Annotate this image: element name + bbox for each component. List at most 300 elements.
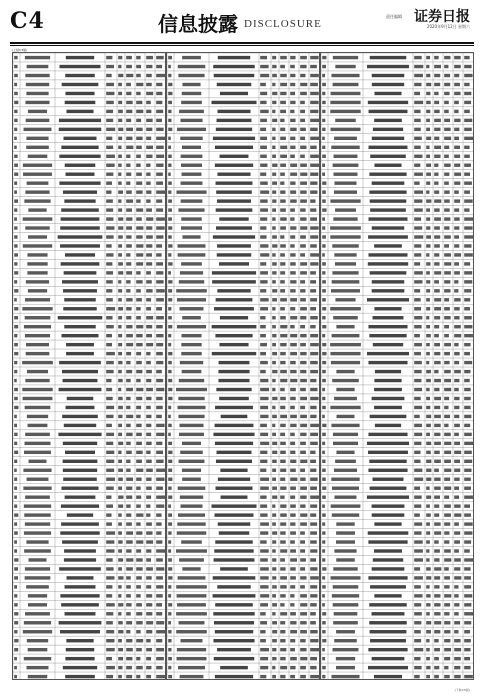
table-cell-text [454,585,458,588]
table-cell-text [280,612,287,615]
table-cell-text [300,415,307,418]
table-cell-text [336,325,354,328]
table-cell-text [414,657,420,660]
table-cell-text [280,361,285,364]
table-cell-text [63,442,97,445]
table-cell-text [213,137,255,140]
table-cell-text [272,648,276,651]
table-cell-text [300,316,306,319]
table-cell-text [322,253,325,256]
table-cell-text [464,370,470,373]
table-cell-text [260,603,268,606]
table-cell-text [146,164,150,167]
table-cell-text [464,271,472,274]
table-cell-text [322,612,326,615]
table-cell-text [444,540,449,543]
table-cell-text [310,486,317,489]
table-cell-text [168,486,171,489]
table-cell-text [179,460,205,463]
table-cell-text [219,361,250,364]
table-cell-text [126,92,131,95]
table-cell-text [176,289,207,292]
table-cell-text [179,621,205,624]
table-cell-text [260,253,269,256]
table-cell-text [454,110,458,113]
table-cell-text [118,226,123,229]
table-cell-text [14,352,18,355]
table-cell-text [272,433,276,436]
table-cell-text [211,101,256,104]
table-cell-text [106,101,114,104]
table-cell-text [118,585,121,588]
table-cell-text [136,531,142,534]
table-cell-text [179,558,204,561]
table-cell-text [414,199,422,202]
table-cell-text [118,388,121,391]
table-cell-text [444,388,451,391]
table-cell-text [434,460,441,463]
table-cell-text [290,56,295,59]
table-cell-text [156,639,162,642]
table-cell-text [290,271,296,274]
table-cell-text [136,522,140,525]
table-cell-text [219,343,248,346]
table-cell-text [60,244,100,247]
table-cell-text [334,469,357,472]
table-cell-text [280,531,285,534]
table-cell-text [182,92,202,95]
table-cell-text [300,74,305,77]
table-cell-text [136,280,142,283]
table-cell-text [136,478,141,481]
table-cell-text [168,298,172,301]
table-cell-text [454,146,460,149]
table-cell-text [168,280,172,283]
table-cell-text [333,442,358,445]
table-cell-text [136,289,141,292]
table-cell-text [272,172,276,175]
table-cell-text [464,415,471,418]
table-cell-text [373,316,404,319]
table-cell-text [146,271,151,274]
table-cell-text [464,406,470,409]
table-cell-text [414,92,420,95]
table-cell-text [464,424,470,427]
table-cell-text [464,433,472,436]
table-cell-text [290,334,297,337]
table-cell-text [300,675,306,678]
table-cell-text [426,253,429,256]
table-cell-text [290,442,295,445]
table-cell-text [454,567,460,570]
table-cell-text [332,334,360,337]
table-cell-text [369,334,406,337]
table-cell-text [332,271,358,274]
table-cell-text [444,56,450,59]
table-cell-text [444,146,449,149]
table-cell-text [426,558,429,561]
table-cell-text [136,612,142,615]
table-cell-text [444,226,449,229]
table-cell-text [168,325,172,328]
table-cell-text [168,137,171,140]
table-cell-text [333,621,358,624]
newspaper-masthead: 证券日报 [414,9,470,25]
table-cell-text [290,352,297,355]
table-cell-text [126,65,132,68]
table-cell-text [146,424,151,427]
table-cell-text [272,244,277,247]
table-cell-text [426,137,431,140]
table-cell-text [260,298,268,301]
table-cell-text [220,666,248,669]
table-cell-text [219,262,249,265]
table-cell-text [300,621,306,624]
table-cell-text [454,531,460,534]
table-cell-text [126,74,133,77]
table-cell-text [272,101,276,104]
table-cell-text [106,343,112,346]
table-cell-text [272,621,277,624]
table-cell-text [146,217,153,220]
table-cell-text [426,612,430,615]
table-cell-text [136,226,143,229]
table-cell-text [118,253,122,256]
table-cell-text [260,486,269,489]
table-cell-text [260,271,268,274]
table-cell-text [464,199,472,202]
table-cell-text [65,74,95,77]
table-cell-text [168,146,171,149]
table-cell-text [464,334,473,337]
table-cell-text [156,217,165,220]
table-cell-text [14,280,17,283]
table-cell-text [23,217,53,220]
table-cell-text [136,415,140,418]
table-cell-text [64,558,96,561]
table-cell-text [60,226,100,229]
table-cell-text [310,316,318,319]
table-cell-text [414,442,421,445]
table-cell-text [454,74,459,77]
table-cell-text [260,504,267,507]
table-cell-text [322,621,325,624]
table-cell-text [444,83,450,86]
table-cell-text [58,433,101,436]
table-cell-text [181,217,201,220]
table-cell-text [454,280,458,283]
table-cell-text [290,639,295,642]
table-cell-text [444,415,450,418]
table-cell-text [444,630,450,633]
table-cell-text [434,56,438,59]
table-cell-text [65,101,96,104]
table-cell-text [146,451,150,454]
table-cell-text [426,352,430,355]
table-cell-text [434,172,438,175]
table-cell-text [156,433,164,436]
table-cell-text [136,469,143,472]
table-cell-text [426,101,430,104]
table-cell-text [260,478,269,481]
table-cell-text [14,406,18,409]
table-cell-text [23,172,52,175]
table-cell-text [28,648,48,651]
table-cell-text [146,630,152,633]
table-cell-text [434,352,440,355]
table-cell-text [136,128,142,131]
table-cell-text [372,181,405,184]
table-cell-text [136,352,141,355]
table-cell-text [106,469,114,472]
table-cell-text [260,137,267,140]
table-cell-text [322,648,325,651]
table-cell-text [464,172,470,175]
table-cell-text [300,666,306,669]
table-cell-text [146,262,152,265]
table-cell-text [146,495,151,498]
table-cell-text [374,379,401,382]
table-cell-text [300,495,306,498]
table-cell-text [26,146,49,149]
table-cell-text [454,513,461,516]
table-cell-text [272,74,277,77]
table-cell-text [454,164,460,167]
table-cell-text [146,181,150,184]
table-cell-text [106,164,114,167]
table-cell-text [444,74,450,77]
table-cell-text [260,594,269,597]
table-cell-text [322,155,326,158]
table-cell-text [310,504,317,507]
table-cell-text [414,343,422,346]
table-cell-text [136,388,143,391]
table-cell-text [334,639,357,642]
table-cell-text [217,289,250,292]
table-cell-text [126,415,133,418]
table-cell-text [14,379,17,382]
table-cell-text [368,361,407,364]
table-cell-text [61,217,100,220]
table-cell-text [14,504,17,507]
table-cell-text [25,334,50,337]
table-cell-text [372,612,405,615]
table-cell-text [126,424,130,427]
table-cell-text [310,469,316,472]
table-cell-text [260,181,268,184]
table-cell-text [106,567,113,570]
table-cell-text [444,137,451,140]
table-cell-text [300,504,305,507]
table-cell-text [290,137,295,140]
table-cell-text [14,235,17,238]
table-cell-text [66,172,95,175]
table-cell-text [331,424,359,427]
table-cell-text [434,478,440,481]
table-cell-text [300,65,306,68]
table-cell-text [24,549,51,552]
table-cell-text [156,361,163,364]
table-cell-text [310,92,319,95]
table-cell-text [126,325,132,328]
table-cell-text [260,424,267,427]
table-cell-text [215,164,253,167]
table-cell-text [434,585,439,588]
table-cell-text [444,666,448,669]
table-cell-text [310,522,317,525]
table-cell-text [280,289,285,292]
table-cell-text [176,190,206,193]
table-cell-text [272,146,275,149]
table-cell-text [118,522,122,525]
table-cell-text [454,469,460,472]
table-cell-text [414,361,422,364]
table-cell-text [14,92,18,95]
table-cell-text [322,361,326,364]
table-cell-text [310,172,318,175]
table-cell-text [24,504,51,507]
table-cell-text [372,226,404,229]
table-cell-text [156,648,164,651]
table-cell-text [136,119,141,122]
table-cell-text [322,522,325,525]
table-cell-text [168,478,172,481]
table-cell-text [146,388,153,391]
table-cell-text [280,262,285,265]
table-cell-text [300,92,307,95]
table-cell-text [27,262,47,265]
table-cell-text [454,235,459,238]
table-cell-text [146,406,151,409]
table-cell-text [118,406,123,409]
table-cell-text [213,594,256,597]
table-cell-text [126,657,132,660]
table-cell-text [27,181,49,184]
table-cell-text [322,451,325,454]
table-cell-text [368,576,407,579]
table-cell-text [136,585,141,588]
table-cell-text [146,316,153,319]
table-cell-text [25,316,51,319]
table-cell-text [300,155,305,158]
table-cell-text [464,397,470,400]
table-cell-text [156,594,163,597]
table-cell-text [310,146,316,149]
table-cell-text [182,370,202,373]
table-cell-text [146,648,152,651]
table-cell-text [260,495,266,498]
table-cell-text [156,621,164,624]
table-cell-text [444,469,451,472]
table-cell-text [426,271,430,274]
table-cell-text [146,433,151,436]
table-cell-text [331,74,359,77]
table-cell-text [156,235,163,238]
table-cell-text [146,334,152,337]
table-cell-text [59,65,100,68]
table-cell-text [300,603,307,606]
table-cell-text [106,110,113,113]
table-cell-text [414,388,422,391]
table-cell-text [272,639,277,642]
table-cell-text [214,307,254,310]
table-cell-text [434,469,439,472]
table-cell-text [280,244,286,247]
table-cell-text [454,424,460,427]
table-cell-text [136,262,143,265]
table-cell-text [126,540,133,543]
section-title-english: DISCLOSURE [244,18,322,30]
table-cell-text [322,92,325,95]
table-cell-text [28,675,47,678]
table-cell-text [322,442,325,445]
table-cell-text [434,388,439,391]
table-cell-text [213,576,256,579]
table-cell-text [28,110,47,113]
table-cell-text [126,451,132,454]
table-cell-text [464,316,472,319]
table-cell-text [156,478,164,481]
table-cell-text [426,119,430,122]
table-cell-text [272,675,276,678]
table-cell-text [62,540,98,543]
table-cell-text [414,621,421,624]
table-cell-text [434,406,440,409]
table-cell-text [126,558,133,561]
table-cell-text [280,621,285,624]
table-cell-text [106,460,114,463]
table-cell-text [14,388,18,391]
table-cell-text [136,442,142,445]
table-cell-text [106,397,112,400]
table-cell-text [168,307,171,310]
table-cell-text [426,469,431,472]
table-cell-text [272,415,277,418]
table-cell-text [156,74,165,77]
table-cell-text [280,325,287,328]
table-cell-text [370,585,406,588]
table-cell-text [280,280,285,283]
table-cell-text [211,504,256,507]
table-cell-text [290,415,297,418]
table-cell-text [118,603,123,606]
table-cell-text [14,199,18,202]
table-cell-text [369,460,406,463]
table-cell-text [322,469,325,472]
table-cell-text [333,603,359,606]
table-cell-text [106,522,112,525]
table-cell-text [168,576,172,579]
table-cell-text [168,424,172,427]
table-cell-text [372,137,404,140]
table-cell-text [218,522,251,525]
table-cell-text [464,486,471,489]
table-cell-text [290,110,294,113]
table-cell-text [146,307,151,310]
table-cell-text [426,540,430,543]
table-cell-text [368,101,408,104]
table-cell-text [444,307,450,310]
table-cell-text [300,567,305,570]
table-cell-text [136,540,143,543]
table-cell-text [414,235,423,238]
table-cell-text [126,101,132,104]
table-cell-text [156,379,163,382]
table-cell-text [426,56,430,59]
table-cell-text [290,603,294,606]
table-cell-text [25,226,49,229]
table-cell-text [333,567,357,570]
